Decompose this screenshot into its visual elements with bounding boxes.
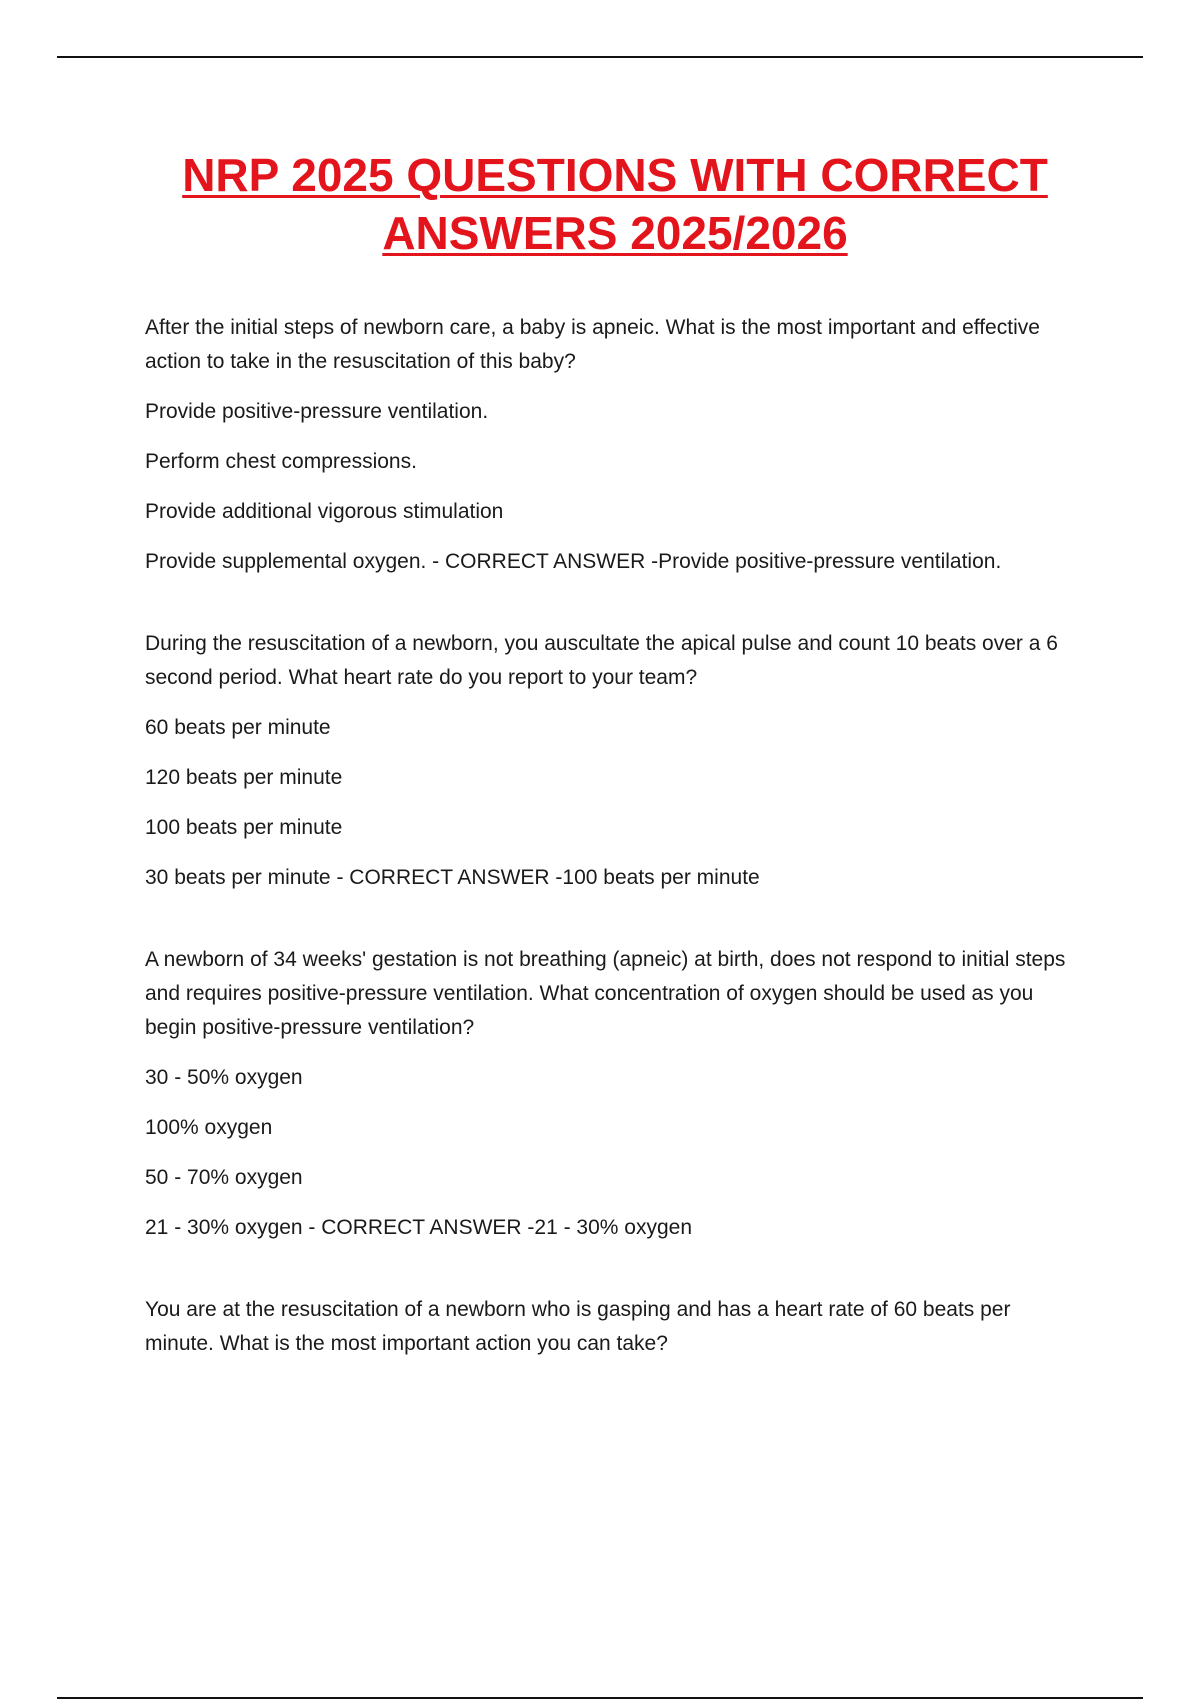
answer-option: Provide positive-pressure ventilation. [145, 400, 489, 423]
question-block [145, 943, 1085, 1245]
correct-answer-line: 30 beats per minute - CORRECT ANSWER -100 beats per minute [145, 866, 760, 889]
question-text: You are at the resuscitation of a newborn who is gasping and has a heart rate of 60 beats per minute. What is the most important action you can take? [145, 1298, 1011, 1355]
footer-rule [57, 1697, 1143, 1699]
questions-content [145, 311, 1085, 1377]
question-text: A newborn of 34 weeks' gestation is not breathing (apneic) at birth, does not respond to initial steps and requires positive-pressure ventilation. What concentration of oxygen should be used as you begin positive-pressure ventilation? [145, 948, 1066, 1039]
document-title: NRP 2025 QUESTIONS WITH CORRECT ANSWERS 2025/2026 [182, 149, 1048, 259]
answer-option: 100 beats per minute [145, 816, 343, 839]
answer-option: 60 beats per minute [145, 716, 331, 739]
question-block [145, 1293, 1085, 1361]
answer-option: Perform chest compressions. [145, 450, 417, 473]
correct-answer-line: Provide supplemental oxygen. - CORRECT ANSWER -Provide positive-pressure ventilation. [145, 550, 1002, 573]
question-block [145, 627, 1085, 895]
question-block [145, 311, 1085, 579]
answer-option: Provide additional vigorous stimulation [145, 500, 504, 523]
answer-option: 30 - 50% oxygen [145, 1066, 303, 1089]
answer-option: 50 - 70% oxygen [145, 1166, 303, 1189]
correct-answer-line: 21 - 30% oxygen - CORRECT ANSWER -21 - 30% oxygen [145, 1216, 692, 1239]
answer-option: 120 beats per minute [145, 766, 343, 789]
header-rule [57, 56, 1143, 58]
question-text: After the initial steps of newborn care, a baby is apneic. What is the most important and effective action to take in the resuscitation of this baby? [145, 316, 1040, 373]
question-text: During the resuscitation of a newborn, you auscultate the apical pulse and count 10 beats over a 6 second period. What heart rate do you report to your team? [145, 632, 1058, 689]
answer-option: 100% oxygen [145, 1116, 273, 1139]
